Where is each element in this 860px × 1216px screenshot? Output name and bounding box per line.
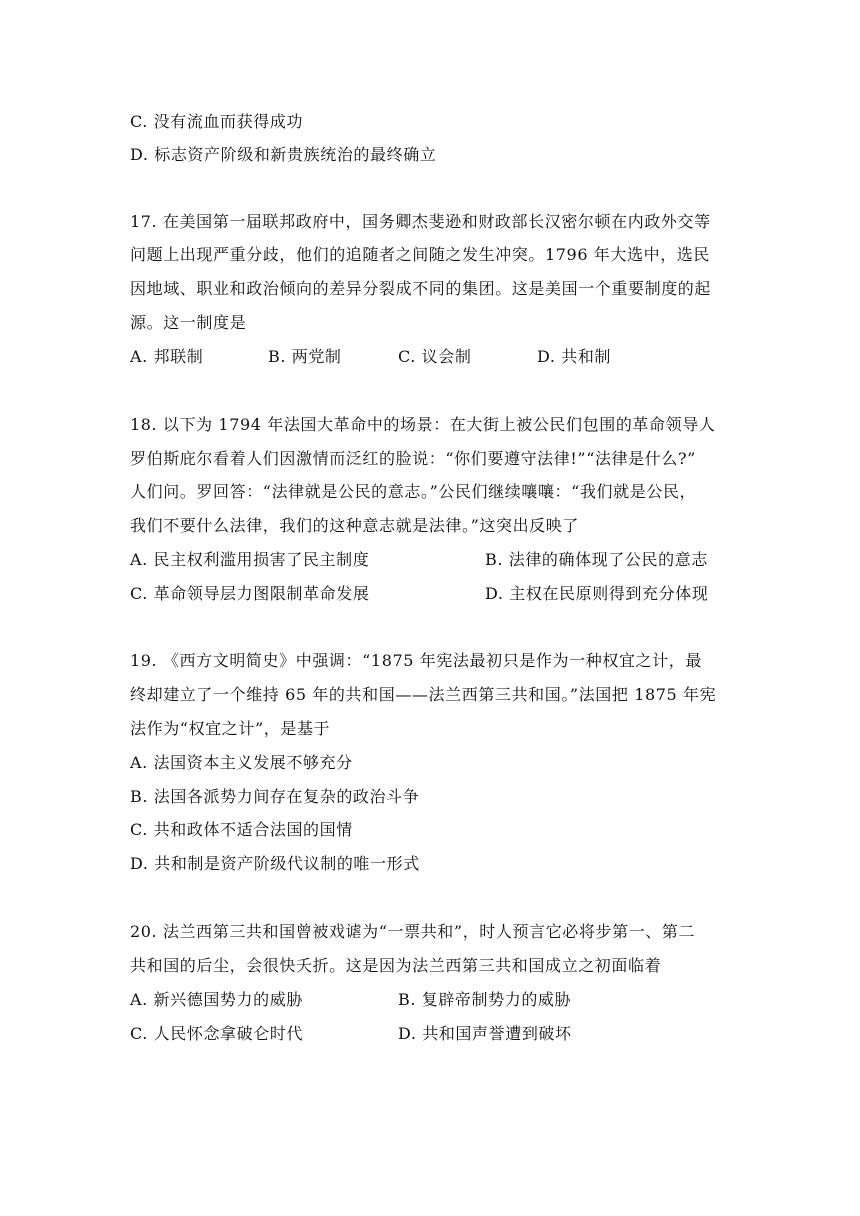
q19-stem-line-2: 终却建立了一个维持 65 年的共和国——法兰西第三共和国。”法国把 1875 年宪 [130, 685, 717, 704]
q16-option-d: D. 标志资产阶级和新贵族统治的最终确立 [130, 145, 437, 164]
q20-option-b: B. 复辟帝制势力的威胁 [398, 990, 572, 1009]
q18-option-c: C. 革命领导层力图限制革命发展 [130, 584, 370, 603]
q17-stem-line-3: 因地域、职业和政治倾向的差异分裂成不同的集团。这是美国一个重要制度的起 [130, 279, 712, 298]
q20-stem-line-1: 20. 法兰西第三共和国曾被戏谑为“一票共和”，时人预言它必将步第一、第二 [130, 922, 696, 941]
q19-option-c: C. 共和政体不适合法国的国情 [130, 820, 353, 839]
q20-option-d: D. 共和国声誉遭到破坏 [398, 1024, 572, 1043]
q17-stem-line-1: 17. 在美国第一届联邦政府中，国务卿杰斐逊和财政部长汉密尔顿在内政外交等 [130, 212, 711, 231]
q20-option-a: A. 新兴德国势力的威胁 [130, 990, 303, 1009]
q16-option-c: C. 没有流血而获得成功 [130, 112, 304, 131]
q20-stem-line-2: 共和国的后尘，会很快夭折。这是因为法兰西第三共和国成立之初面临着 [130, 956, 662, 975]
q19-stem-line-1: 19. 《西方文明简史》中强调：“1875 年宪法最初只是作为一种权宜之计，最 [130, 651, 702, 670]
q18-option-d: D. 主权在民原则得到充分体现 [485, 584, 709, 603]
q18-stem-line-4: 我们不要什么法律，我们的这种意志就是法律。”这突出反映了 [130, 516, 579, 535]
q17-stem-line-2: 问题上出现严重分歧，他们的追随者之间随之发生冲突。1796 年大选中，选民 [130, 245, 711, 264]
q17-option-b: B. 两党制 [268, 347, 342, 366]
q17-option-d: D. 共和制 [537, 347, 612, 366]
q18-stem-line-1: 18. 以下为 1794 年法国大革命中的场景：在大街上被公民们包围的革命领导人 [130, 415, 716, 434]
q19-option-b: B. 法国各派势力间存在复杂的政治斗争 [130, 787, 420, 806]
q20-option-c: C. 人民怀念拿破仑时代 [130, 1024, 304, 1043]
q18-option-a: A. 民主权利滥用损害了民主制度 [130, 550, 370, 569]
q19-option-d: D. 共和制是资产阶级代议制的唯一形式 [130, 854, 420, 873]
q19-stem-line-3: 法作为“权宜之计”，是基于 [130, 719, 331, 738]
q17-stem-line-4: 源。这一制度是 [130, 313, 247, 332]
q18-stem-line-2: 罗伯斯庇尔看着人们因激情而泛红的脸说：“你们要遵守法律!”“法律是什么?” [130, 449, 696, 468]
q18-option-b: B. 法律的确体现了公民的意志 [485, 550, 708, 569]
q17-option-a: A. 邦联制 [130, 347, 204, 366]
q18-stem-line-3: 人们问。罗回答：“法律就是公民的意志。”公民们继续嚷嚷：“我们就是公民， [130, 482, 697, 501]
q19-option-a: A. 法国资本主义发展不够充分 [130, 753, 353, 772]
q17-option-c: C. 议会制 [398, 347, 472, 366]
